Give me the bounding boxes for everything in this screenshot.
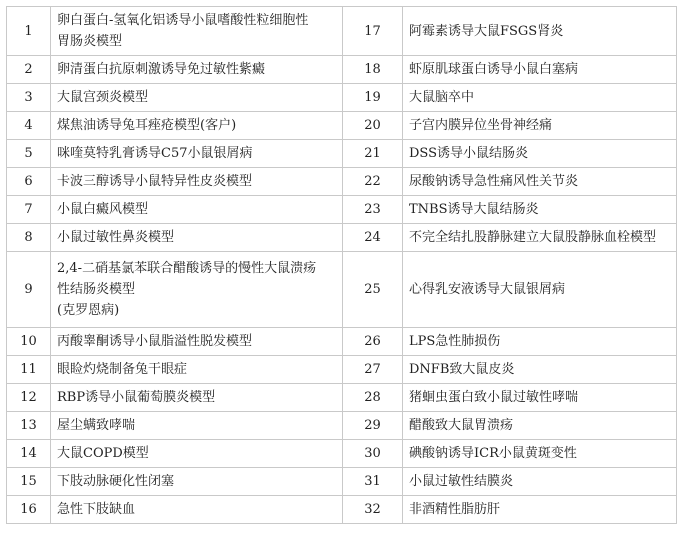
left-model-cell — [51, 168, 343, 196]
left-index-cell: 10 — [7, 328, 51, 356]
right-index-cell: 18 — [343, 56, 403, 84]
right-index-cell: 23 — [343, 196, 403, 224]
table-row — [7, 140, 677, 168]
right-model-cell: DSS诱导小鼠结肠炎 — [403, 140, 677, 168]
right-model-cell: 虾原肌球蛋白诱导小鼠白塞病 — [403, 56, 677, 84]
left-index-cell: 14 — [7, 440, 51, 468]
right-model-cell: 大鼠脑卒中 — [403, 84, 677, 112]
right-index-cell: 32 — [343, 496, 403, 524]
right-model-cell: DNFB致大鼠皮炎 — [403, 356, 677, 384]
table-row — [7, 112, 677, 140]
right-model-cell: 子宫内膜异位坐骨神经痛 — [403, 112, 677, 140]
model-name-line: 急性下肢缺血 — [57, 502, 136, 517]
model-name-line: 大鼠宫颈炎模型 — [57, 90, 149, 105]
left-index-cell: 4 — [7, 112, 51, 140]
left-index-cell: 13 — [7, 412, 51, 440]
right-model-cell: 猪蛔虫蛋白致小鼠过敏性哮喘 — [403, 384, 677, 412]
table-row — [7, 356, 677, 384]
model-name-line: 眼睑灼烧制备兔干眼症 — [57, 362, 188, 377]
right-index-cell: 28 — [343, 384, 403, 412]
table-row — [7, 7, 677, 56]
left-model-cell — [51, 468, 343, 496]
left-model-cell — [51, 356, 343, 384]
left-model-cell — [51, 328, 343, 356]
left-index-cell: 3 — [7, 84, 51, 112]
disease-model-table — [6, 6, 677, 524]
model-name-line: RBP诱导小鼠葡萄膜炎模型 — [57, 390, 216, 405]
model-name-line: 性结肠炎模型 — [57, 282, 136, 297]
right-model-cell: 醋酸致大鼠胃溃疡 — [403, 412, 677, 440]
model-name-line: 煤焦油诱导兔耳痤疮模型(客户) — [57, 118, 237, 133]
right-index-cell: 20 — [343, 112, 403, 140]
table-row — [7, 412, 677, 440]
left-index-cell: 16 — [7, 496, 51, 524]
table-row — [7, 384, 677, 412]
right-index-cell: 17 — [343, 7, 403, 56]
left-index-cell: 7 — [7, 196, 51, 224]
left-model-cell — [51, 384, 343, 412]
right-index-cell: 21 — [343, 140, 403, 168]
table-row — [7, 168, 677, 196]
left-model-cell — [51, 196, 343, 224]
right-model-cell: 心得乳安液诱导大鼠银屑病 — [403, 252, 677, 328]
right-model-cell: 阿霉素诱导大鼠FSGS肾炎 — [403, 7, 677, 56]
model-name-line: 丙酸睾酮诱导小鼠脂溢性脱发模型 — [57, 334, 253, 349]
model-name-line: 小鼠过敏性鼻炎模型 — [57, 230, 175, 245]
right-model-cell: 不完全结扎股静脉建立大鼠股静脉血栓模型 — [403, 224, 677, 252]
right-model-cell: LPS急性肺损伤 — [403, 328, 677, 356]
left-model-cell — [51, 496, 343, 524]
left-index-cell: 8 — [7, 224, 51, 252]
model-name-line: 卡波三醇诱导小鼠特异性皮炎模型 — [57, 174, 253, 189]
model-name-line: 下肢动脉硬化性闭塞 — [57, 474, 175, 489]
right-index-cell: 24 — [343, 224, 403, 252]
left-model-cell — [51, 412, 343, 440]
table-row — [7, 468, 677, 496]
right-model-cell: 小鼠过敏性结膜炎 — [403, 468, 677, 496]
model-name-line: 小鼠白癜风模型 — [57, 202, 149, 217]
left-model-cell — [51, 112, 343, 140]
right-model-cell: 非酒精性脂肪肝 — [403, 496, 677, 524]
left-model-cell — [51, 7, 343, 56]
left-model-cell — [51, 224, 343, 252]
right-index-cell: 31 — [343, 468, 403, 496]
right-model-cell: 碘酸钠诱导ICR小鼠黄斑变性 — [403, 440, 677, 468]
left-index-cell: 2 — [7, 56, 51, 84]
left-index-cell: 9 — [7, 252, 51, 328]
table-body — [7, 7, 677, 524]
right-model-cell: TNBS诱导大鼠结肠炎 — [403, 196, 677, 224]
table-row — [7, 328, 677, 356]
left-index-cell: 6 — [7, 168, 51, 196]
table-row — [7, 224, 677, 252]
right-index-cell: 29 — [343, 412, 403, 440]
model-name-line: 胃肠炎模型 — [57, 34, 123, 49]
left-model-cell — [51, 84, 343, 112]
model-name-line: 卵清蛋白抗原刺激诱导免过敏性紫癜 — [57, 62, 266, 77]
table-row — [7, 196, 677, 224]
table-row — [7, 84, 677, 112]
model-name-line: 屋尘螨致哮喘 — [57, 418, 136, 433]
left-index-cell: 12 — [7, 384, 51, 412]
left-index-cell: 15 — [7, 468, 51, 496]
left-index-cell: 11 — [7, 356, 51, 384]
model-name-line: 卵白蛋白-氢氧化铝诱导小鼠嗜酸性粒细胞性 — [57, 13, 309, 28]
table-row — [7, 56, 677, 84]
model-name-line: 大鼠COPD模型 — [57, 446, 149, 461]
model-name-line: 2,4-二硝基氯苯联合醋酸诱导的慢性大鼠溃疡 — [57, 261, 317, 276]
table-row — [7, 440, 677, 468]
table-row — [7, 252, 677, 328]
right-index-cell: 22 — [343, 168, 403, 196]
left-model-cell — [51, 140, 343, 168]
right-index-cell: 27 — [343, 356, 403, 384]
model-name-line: (克罗恩病) — [57, 303, 120, 318]
right-index-cell: 19 — [343, 84, 403, 112]
left-index-cell: 5 — [7, 140, 51, 168]
right-model-cell: 尿酸钠诱导急性痛风性关节炎 — [403, 168, 677, 196]
right-index-cell: 30 — [343, 440, 403, 468]
left-model-cell — [51, 56, 343, 84]
model-name-line: 咪喹莫特乳膏诱导C57小鼠银屑病 — [57, 146, 253, 161]
right-index-cell: 26 — [343, 328, 403, 356]
left-model-cell — [51, 252, 343, 328]
left-model-cell — [51, 440, 343, 468]
table-row — [7, 496, 677, 524]
left-index-cell: 1 — [7, 7, 51, 56]
right-index-cell: 25 — [343, 252, 403, 328]
